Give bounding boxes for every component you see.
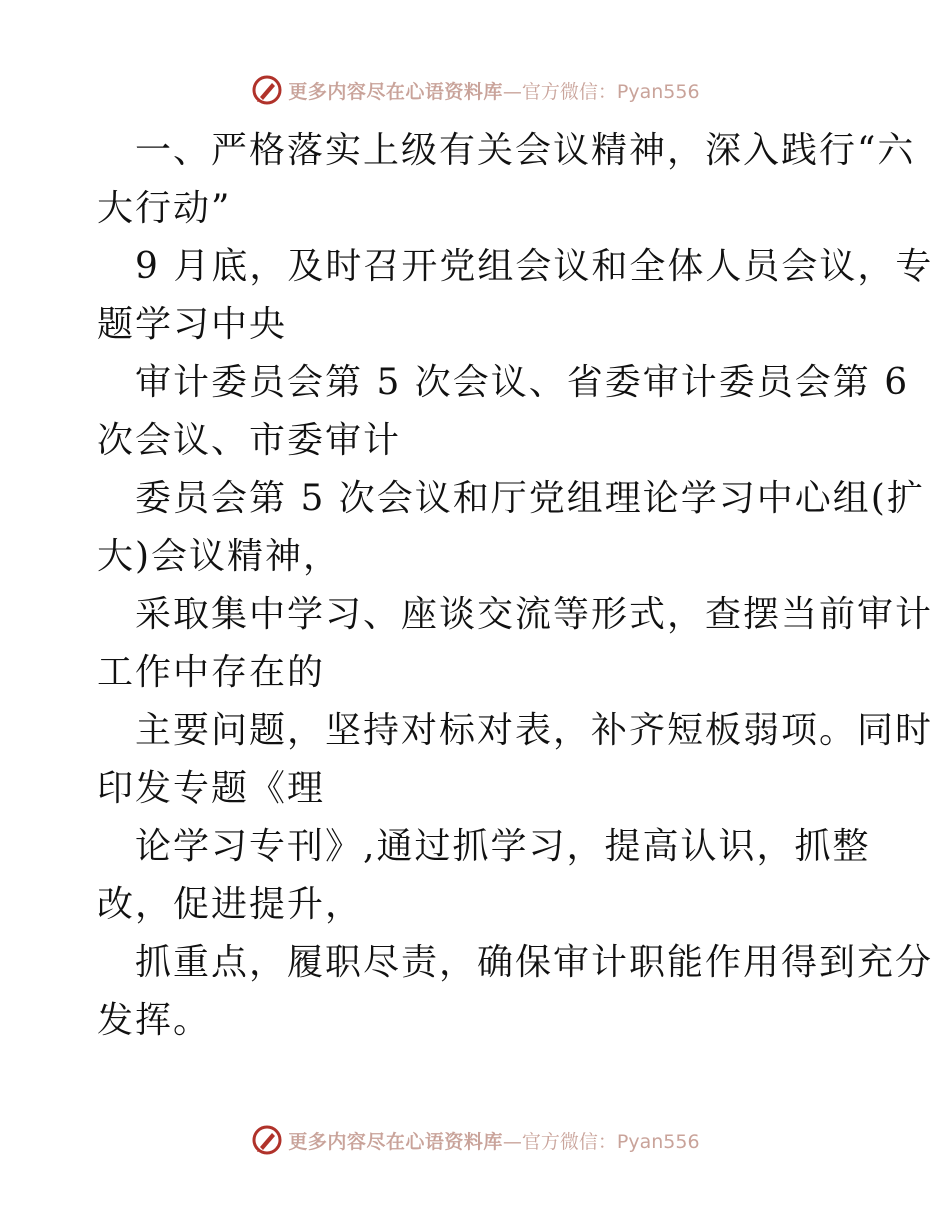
footer-watermark	[0, 1120, 950, 1160]
watermark-contact: —官方微信：Pyan556	[502, 80, 700, 103]
pen-logo-icon	[250, 73, 284, 107]
text-line: 印发专题《理	[97, 768, 326, 809]
text-line: 一、严格落实上级有关会议精神，深入践行“六	[135, 130, 916, 171]
text-line: 论学习专刊》,通过抓学习，提高认识，抓整	[135, 826, 871, 867]
watermark-brand: 更多内容尽在心语资料库	[288, 80, 503, 103]
text-line: 审计委员会第 5 次会议、省委审计委员会第 6	[135, 362, 910, 403]
text-line: 题学习中央	[97, 304, 288, 345]
text-line: 大)会议精神，	[97, 536, 342, 577]
header-watermark	[0, 70, 950, 110]
text-line: 主要问题，坚持对标对表，补齐短板弱项。同时	[135, 710, 934, 751]
text-line: 工作中存在的	[97, 652, 326, 693]
document-body	[97, 122, 934, 1050]
pen-logo-icon	[250, 1123, 284, 1157]
text-line: 委员会第 5 次会议和厅党组理论学习中心组(扩	[135, 478, 925, 519]
text-line: 采取集中学习、座谈交流等形式，查摆当前审计	[135, 594, 934, 635]
text-line: 改，促进提升，	[97, 884, 364, 925]
text-line: 发挥。	[97, 1000, 212, 1041]
text-line: 9 月底，及时召开党组会议和全体人员会议，专	[135, 246, 934, 287]
text-line: 大行动”	[97, 188, 232, 229]
text-line: 抓重点，履职尽责，确保审计职能作用得到充分	[135, 942, 934, 983]
text-line: 次会议、市委审计	[97, 420, 402, 461]
watermark-contact: —官方微信：Pyan556	[502, 1130, 700, 1153]
watermark-brand: 更多内容尽在心语资料库	[288, 1130, 503, 1153]
